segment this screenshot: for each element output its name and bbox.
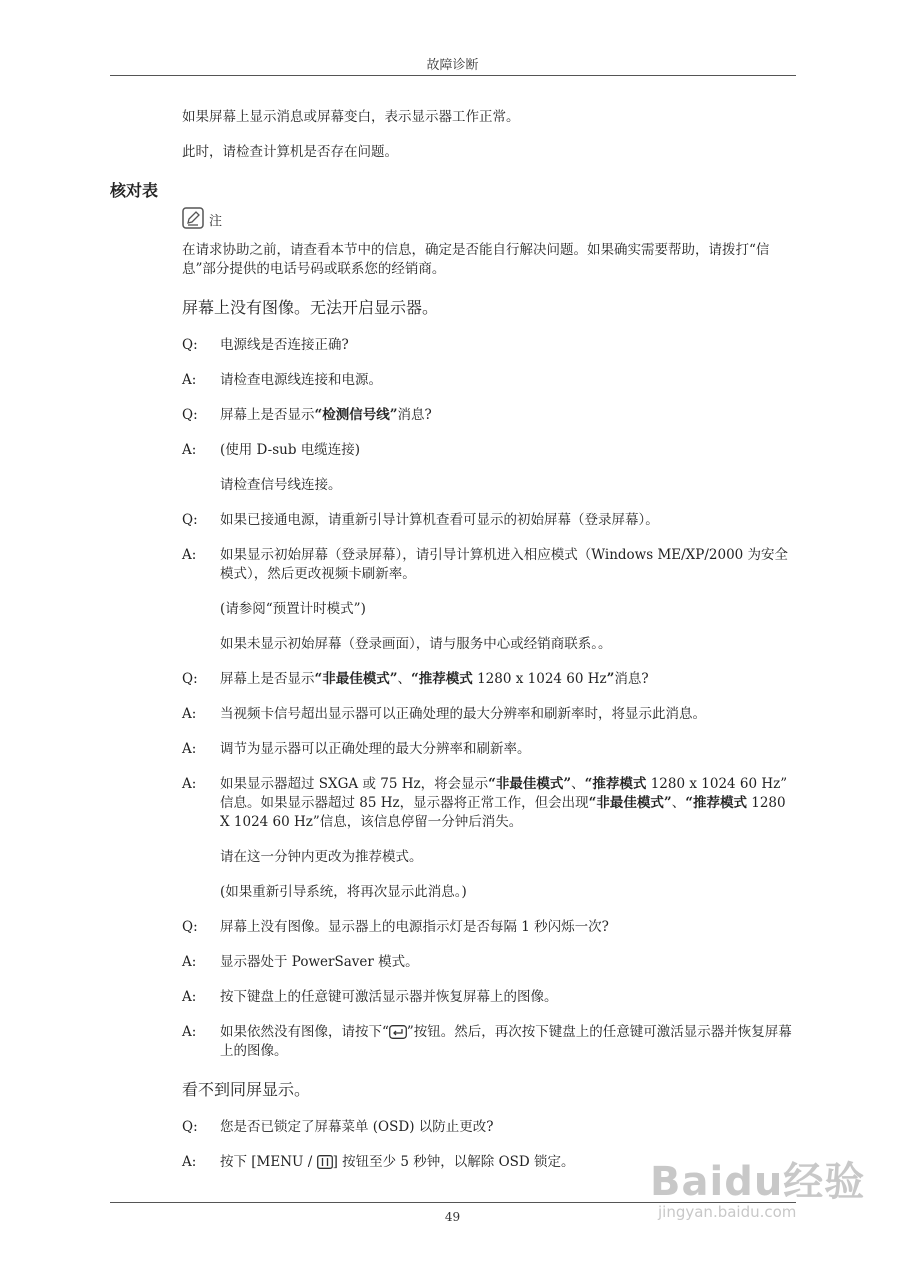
section-title-checklist: 核对表 (110, 181, 159, 200)
qa-text: 屏幕上没有图像。显示器上的电源指示灯是否每隔 1 秒闪烁一次? (220, 919, 609, 935)
qa-label: Q: (182, 919, 198, 935)
page-header-title: 故障诊断 (426, 58, 479, 73)
answer-continuation: 请在这一分钟内更改为推荐模式。 (220, 849, 423, 865)
text-segment: 消息? (614, 671, 649, 687)
qa-label: Q: (182, 337, 198, 353)
answer-continuation: (请参阅“预置计时模式”) (220, 601, 366, 617)
text-segment: 屏幕上是否显示 (220, 407, 315, 423)
qa-label: A: (182, 706, 197, 722)
qa-label: A: (182, 372, 197, 388)
qa-item (110, 740, 800, 759)
intro-paragraph-2: 此时，请检查计算机是否存在问题。 (182, 144, 398, 160)
bold-segment: “推荐模式 (584, 776, 647, 792)
qa-item (110, 775, 800, 832)
text-segment: 1280 x 1024 60 Hz (472, 671, 607, 687)
baidu-watermark (650, 1150, 890, 1270)
bold-segment: “非最佳模式” (314, 671, 398, 687)
note-label: 注 (209, 214, 223, 229)
text-segment: 按下 [MENU / (220, 1154, 317, 1170)
qa-item (110, 546, 800, 584)
note-pencil-icon (182, 207, 204, 229)
qa-label: A: (182, 547, 197, 563)
qa-item (110, 406, 800, 425)
qa-item (110, 953, 800, 972)
text-segment: 如果依然没有图像，请按下“ (220, 1024, 389, 1040)
subheading-no-image: 屏幕上没有图像。无法开启显示器。 (182, 298, 439, 317)
answer-continuation: (如果重新引导系统，将再次显示此消息。) (220, 884, 467, 900)
text-segment: 1280 X 1024 60 Hz”信息，该信息停留一分钟后消失。 (220, 795, 786, 830)
text-segment: 、 (571, 776, 585, 792)
qa-text (220, 406, 797, 425)
watermark-url: jingyan.baidu.com (658, 1203, 797, 1221)
qa-item (110, 441, 800, 460)
page-number: 49 (444, 1210, 461, 1224)
qa-label: A: (182, 741, 197, 757)
qa-label: A: (182, 954, 197, 970)
qa-text: 显示器处于 PowerSaver 模式。 (220, 954, 419, 970)
qa-text (220, 775, 797, 832)
watermark-brand: Baidu经验 (650, 1159, 866, 1205)
qa-label: A: (182, 442, 197, 458)
qa-item (110, 1023, 800, 1061)
qa-text: 按下键盘上的任意键可激活显示器并恢复屏幕上的图像。 (220, 989, 558, 1005)
qa-text: 调节为显示器可以正确处理的最大分辨率和刷新率。 (220, 741, 531, 757)
qa-item (110, 511, 800, 530)
menu-key-icon (317, 1155, 333, 1169)
bold-segment: “非最佳模式” (488, 776, 572, 792)
qa-item (110, 670, 800, 689)
qa-label: A: (182, 989, 197, 1005)
text-segment: 1280 x 1024 60 Hz” 信息。如果显示器超过 85 Hz，显示器将正常工作，但会出现 (220, 776, 788, 811)
qa-item (110, 705, 800, 724)
answer-continuation: 请检查信号线连接。 (220, 477, 342, 493)
text-segment: 屏幕上是否显示 (220, 671, 315, 687)
qa-label: Q: (182, 1119, 198, 1135)
answer-continuation: 如果未显示初始屏幕（登录画面），请与服务中心或经销商联系。。 (220, 636, 612, 652)
text-segment: ”按钮。然后，再次按下键盘上的任意键可激活显示器并恢复屏幕上的图像。 (220, 1024, 792, 1059)
qa-text (220, 1023, 797, 1061)
qa-item (110, 371, 800, 390)
enter-key-icon (389, 1025, 407, 1039)
bold-segment: “非最佳模式” (588, 795, 672, 811)
note-row (182, 207, 800, 229)
qa-label: A: (182, 776, 197, 792)
qa-text: 请检查电源线连接和电源。 (220, 372, 382, 388)
page-content (110, 108, 800, 1188)
qa-item (110, 988, 800, 1007)
bold-segment: ” (606, 671, 615, 687)
qa-text: 电源线是否连接正确? (220, 337, 349, 353)
bold-segment: “推荐模式 (411, 671, 473, 687)
qa-label: A: (182, 1154, 197, 1170)
subheading-no-osd: 看不到同屏显示。 (182, 1080, 311, 1099)
bold-segment: “推荐模式 (685, 795, 747, 811)
bold-segment: “检测信号线” (314, 407, 398, 423)
qa-label: A: (182, 1024, 197, 1040)
qa-text: (使用 D-sub 电缆连接) (220, 442, 361, 458)
qa-text: 您是否已锁定了屏幕菜单 (OSD) 以防止更改? (220, 1119, 494, 1135)
qa-item (110, 336, 800, 355)
qa-item (110, 1118, 800, 1137)
qa-text: 如果已接通电源，请重新引导计算机查看可显示的初始屏幕（登录屏幕）。 (220, 512, 659, 528)
text-segment: 、 (397, 671, 412, 687)
text-segment: ] 按钮至少 5 秒钟，以解除 OSD 锁定。 (332, 1154, 575, 1170)
qa-text: 如果显示初始屏幕（登录屏幕），请引导计算机进入相应模式（Windows ME/XP/2000 为安全模式），然后更改视频卡刷新率。 (220, 547, 789, 582)
note-text: 在请求协助之前，请查看本节中的信息，确定是否能自行解决问题。如果确实需要帮助，请拨打“信息”部分提供的电话号码或联系您的经销商。 (182, 242, 770, 277)
qa-text: 当视频卡信号超出显示器可以正确处理的最大分辨率和刷新率时，将显示此消息。 (220, 706, 706, 722)
text-segment: 如果显示器超过 SXGA 或 75 Hz，将会显示 (220, 776, 489, 792)
qa-label: Q: (182, 512, 198, 528)
header-rule (110, 75, 796, 76)
qa-label: Q: (182, 407, 198, 423)
intro-paragraph-1: 如果屏幕上显示消息或屏幕变白，表示显示器工作正常。 (182, 109, 520, 125)
qa-text (220, 670, 797, 689)
qa-item (110, 918, 800, 937)
text-segment: 消息? (397, 407, 432, 423)
qa-label: Q: (182, 671, 198, 687)
text-segment: 、 (671, 795, 686, 811)
